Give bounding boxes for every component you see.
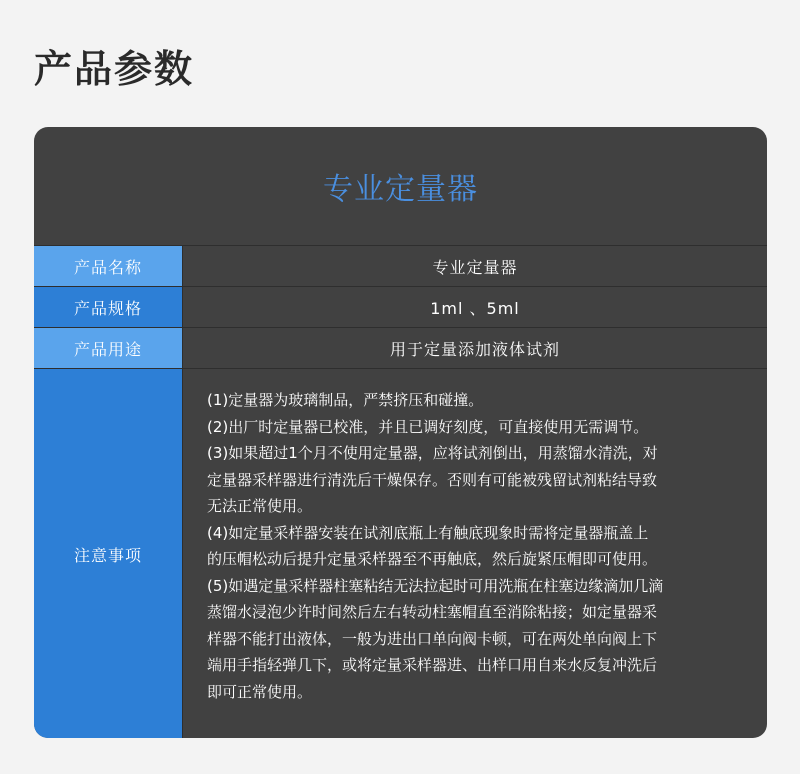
card-title: 专业定量器: [323, 172, 478, 207]
row-label: 产品规格: [34, 287, 182, 327]
note-line: (2)出厂时定量器已校准，并且已调好刻度，可直接使用无需调节。: [207, 417, 649, 436]
row-value: 用于定量添加液体试剂: [182, 328, 767, 368]
note-line: (1)定量器为玻璃制品，严禁挤压和碰撞。: [207, 391, 484, 409]
row-notes: [34, 368, 767, 738]
note-line: (4)如定量采样器安装在试剂底瓶上有触底现象时需将定量器瓶盖上: [207, 523, 649, 542]
note-line: 无法正常使用。: [207, 497, 313, 515]
row-label: 产品名称: [34, 246, 182, 286]
row-label: 注意事项: [34, 369, 182, 738]
note-line: 定量器采样器进行清洗后干燥保存。否则有可能被残留试剂粘结导致: [207, 470, 658, 489]
row-product-spec: [34, 286, 767, 327]
note-line: (5)如遇定量采样器柱塞粘结无法拉起时可用洗瓶在柱塞边缘滴加几滴: [207, 576, 664, 595]
row-value: 专业定量器: [182, 246, 767, 286]
page-title: 产品参数: [34, 47, 195, 91]
note-line: 即可正常使用。: [207, 682, 313, 701]
note-line: 的压帽松动后提升定量采样器至不再触底，然后旋紧压帽即可使用。: [207, 550, 658, 568]
note-line: 样器不能打出液体，一般为进出口单向阀卡顿，可在两处单向阀上下: [207, 629, 658, 648]
note-line: 端用手指轻弹几下，或将定量采样器进、出样口用自来水反复冲洗后: [207, 656, 658, 674]
notes-text: [182, 369, 767, 738]
row-product-usage: [34, 327, 767, 368]
note-line: 蒸馏水浸泡少许时间然后左右转动柱塞帽直至消除粘接；如定量器采: [207, 603, 658, 621]
row-product-name: [34, 245, 767, 286]
note-line: (3)如果超过1个月不使用定量器，应将试剂倒出，用蒸馏水清洗，对: [207, 444, 658, 462]
row-label: 产品用途: [34, 328, 182, 368]
row-value: 1ml 、5ml: [182, 287, 767, 327]
product-params-card: [34, 127, 767, 738]
